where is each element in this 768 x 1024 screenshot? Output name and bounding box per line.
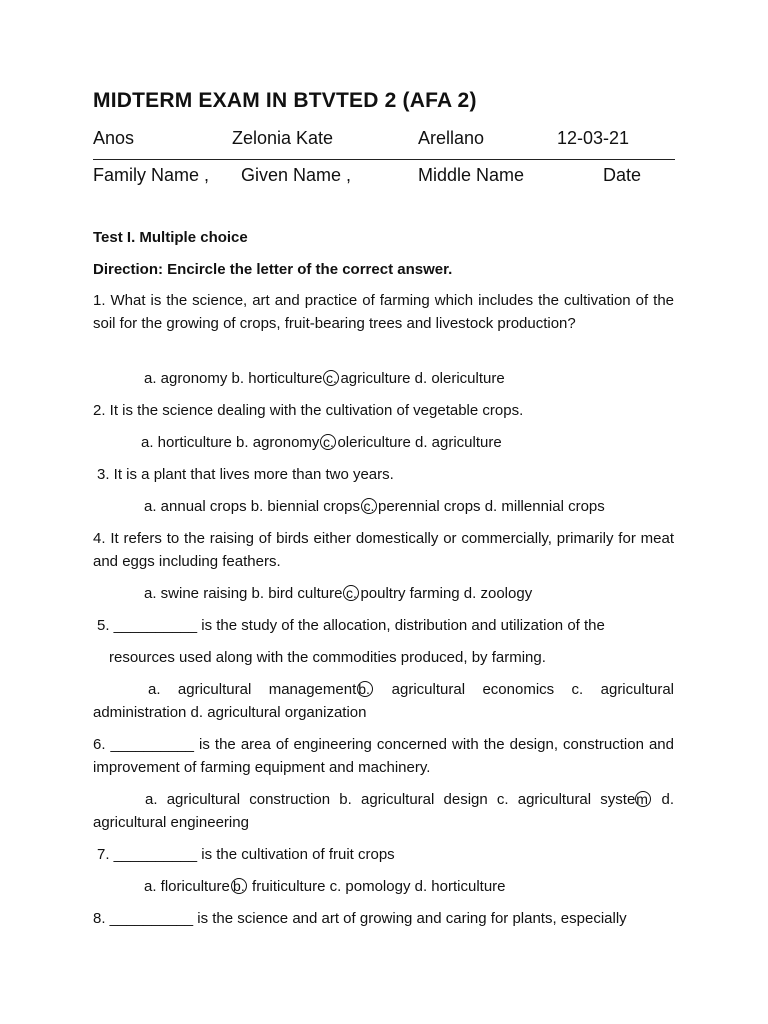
choice-text: a. swine raising b. bird culture	[144, 585, 343, 602]
circled-answer: m	[635, 791, 651, 807]
middle-name-value: Arellano	[418, 128, 485, 148]
choice-text: a. agricultural management	[148, 681, 357, 698]
middle-name-label: Middle Name	[418, 165, 525, 185]
given-name-label: Given Name ,	[241, 165, 352, 185]
family-name-label: Family Name ,	[93, 165, 210, 185]
choice-text: agriculture d. olericulture	[340, 370, 505, 387]
question-3-choices	[144, 496, 605, 519]
choice-text: a. agronomy b. horticulture	[144, 370, 323, 387]
question-8: 8. __________ is the science and art of growing and caring for plants, especially	[93, 910, 627, 927]
choice-text: a. floriculture	[144, 878, 230, 895]
circled-answer: c.	[361, 498, 377, 514]
family-name-value: Anos	[93, 128, 135, 148]
circled-answer: b.	[231, 878, 247, 894]
choice-text: a. annual crops b. biennial crops	[144, 498, 360, 515]
question-6: 6. __________ is the area of engineering concerned with the design, construction and improvement of farming equipment and machinery.	[93, 736, 674, 776]
name-underline	[93, 159, 675, 160]
circled-answer: c.	[343, 585, 359, 601]
question-3: 3. It is a plant that lives more than two years.	[97, 466, 394, 483]
question-4-choices	[144, 583, 532, 606]
question-6-choices	[93, 789, 674, 834]
choice-text: fruiticulture c. pomology d. horticulture	[252, 878, 506, 895]
exam-title: MIDTERM EXAM IN BTVTED 2 (AFA 2)	[93, 89, 477, 112]
circled-answer: c.	[323, 370, 339, 386]
choice-text: a. agricultural construction b. agricultural design c. agricultural syste	[145, 791, 636, 808]
question-4: 4. It refers to the raising of birds either domestically or commercially, primarily for meat and eggs including feathers.	[93, 530, 674, 570]
question-1: 1. What is the science, art and practice of farming which includes the cultivation of the soil for the growing of crops, fruit-bearing trees and livestock production?	[93, 292, 674, 332]
choice-text: agricultural economics c. agricultural administration d. agricultural organization	[93, 681, 674, 721]
question-5-line-2: resources used along with the commodities produced, by farming.	[109, 649, 546, 666]
circled-answer: c.	[320, 434, 336, 450]
question-2-choices	[141, 432, 502, 455]
choice-text: olericulture d. agriculture	[337, 434, 502, 451]
date-label: Date	[603, 165, 642, 185]
test-heading: Test I. Multiple choice	[93, 229, 248, 246]
question-5-line-1: 5. __________ is the study of the allocation, distribution and utilization of the	[97, 617, 605, 634]
question-7: 7. __________ is the cultivation of fruit crops	[97, 846, 395, 863]
given-name-value: Zelonia Kate	[232, 128, 334, 148]
test-direction: Direction: Encircle the letter of the correct answer.	[93, 261, 453, 278]
question-5-choices	[93, 679, 674, 724]
question-1-choices	[144, 368, 505, 391]
choice-text: d. agricultural engineering	[93, 791, 674, 831]
choice-text: perennial crops d. millennial crops	[377, 498, 605, 515]
date-value: 12-03-21	[557, 128, 630, 148]
circled-answer: b.	[357, 681, 373, 697]
question-7-choices	[144, 876, 506, 899]
choice-text: a. horticulture b. agronomy	[141, 434, 320, 451]
question-2: 2. It is the science dealing with the cultivation of vegetable crops.	[93, 402, 524, 419]
choice-text: poultry farming d. zoology	[360, 585, 533, 602]
